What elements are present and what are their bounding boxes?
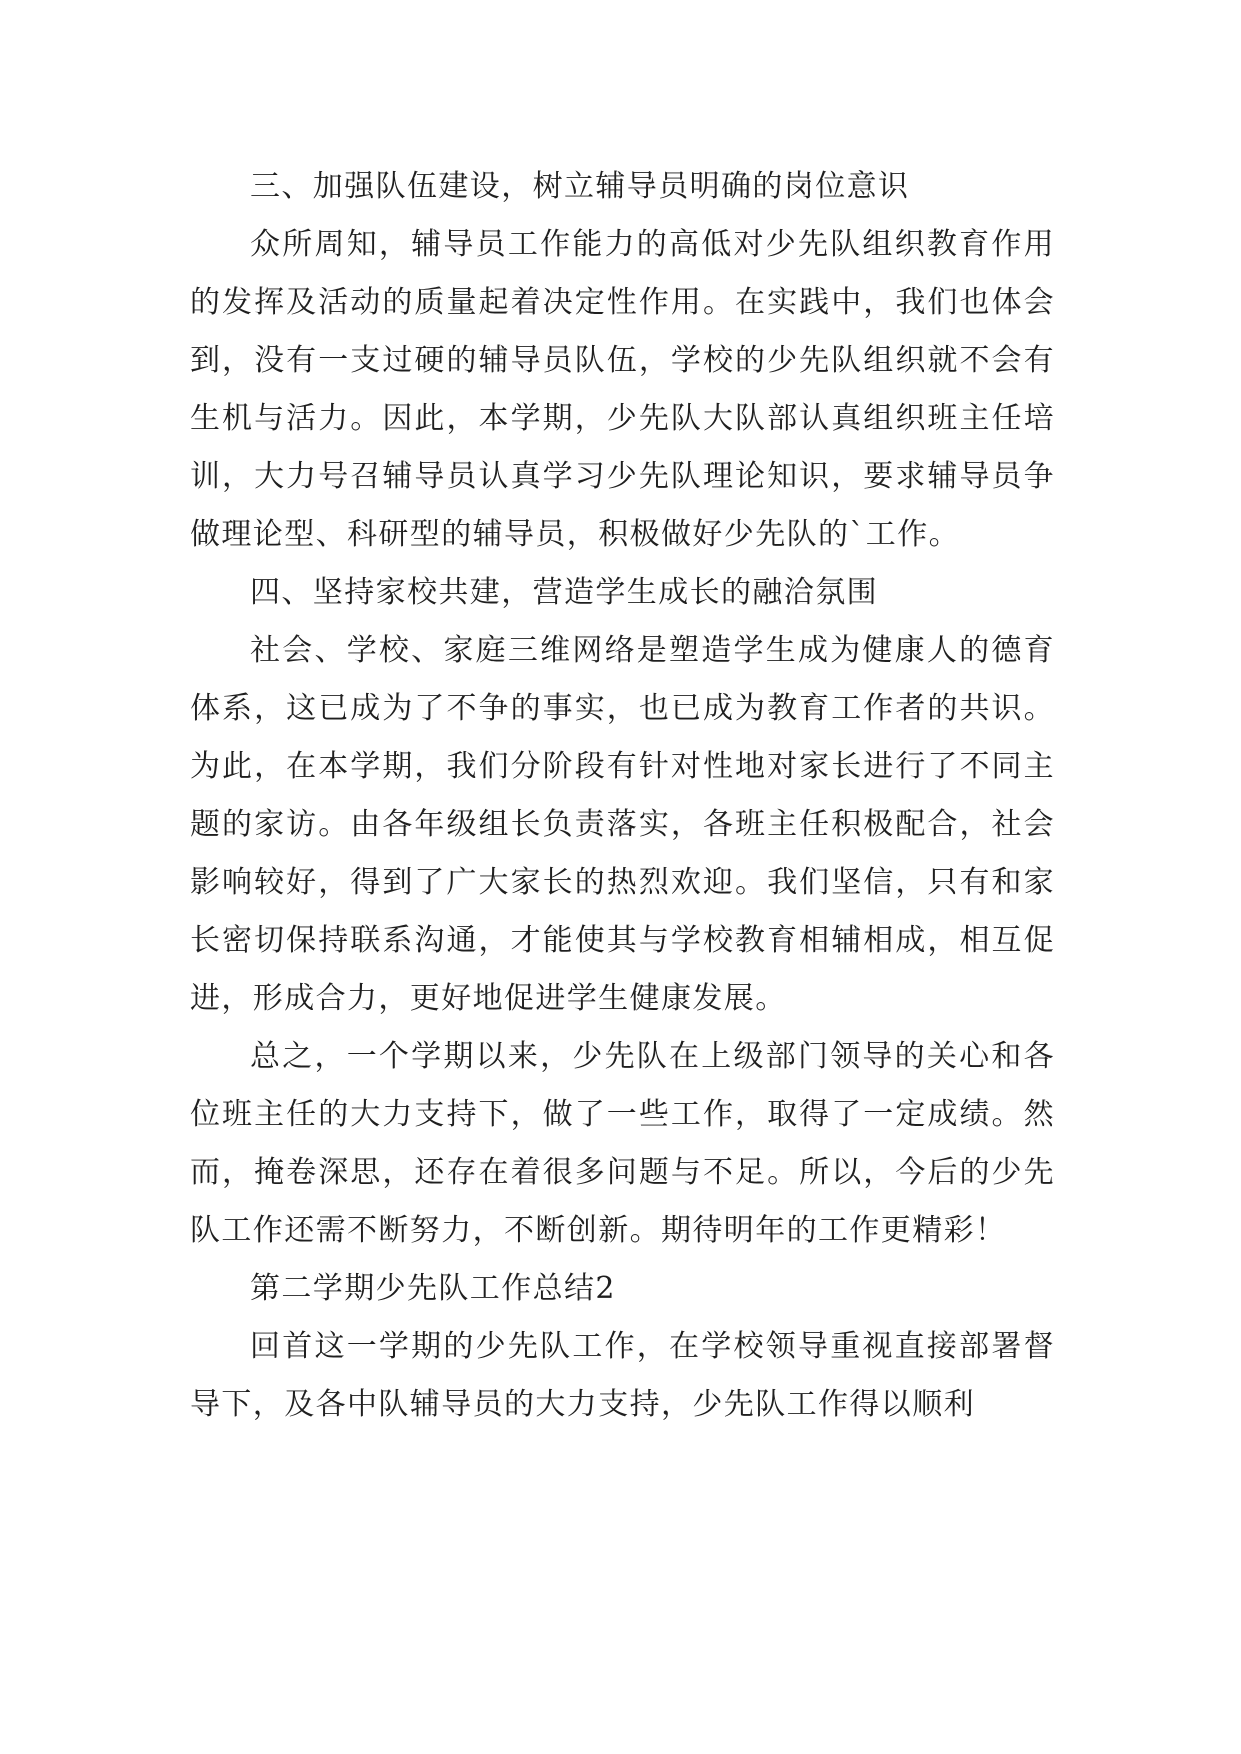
section-heading-home-school: 四、坚持家校共建，营造学生成长的融洽氛围: [250, 575, 878, 610]
paragraph-home-visits: 社会、学校、家庭三维网络是塑造学生成为健康人的德育体系，这已成为了不争的事实，也已成为教育工作者的共识。为此，在本学期，我们分阶段有针对性地对家长进行了不同主题的家访。由各年级组长负责落实，各班主任积极配合，社会影响较好，得到了广大家长的热烈欢迎。我们坚信，只有和家长密切保持联系沟通，才能使其与学校教育相辅相成，相互促进，形成合力，更好地促进学生健康发展。: [190, 633, 1055, 1016]
section-heading-team-building: 三、加强队伍建设，树立辅导员明确的岗位意识: [250, 169, 910, 204]
paragraph-counselor-training: 众所周知，辅导员工作能力的高低对少先队组织教育作用的发挥及活动的质量起着决定性作用。在实践中，我们也体会到，没有一支过硬的辅导员队伍，学校的少先队组织就不会有生机与活力。因此，本学期，少先队大队部认真组织班主任培训，大力号召辅导员认真学习少先队理论知识，要求辅导员争做理论型、科研型的辅导员，积极做好少先队的`工作。: [190, 227, 1055, 552]
document-body: [190, 158, 1055, 1434]
paragraph-review: 回首这一学期的少先队工作，在学校领导重视直接部署督导下，及各中队辅导员的大力支持，少先队工作得以顺利: [190, 1329, 1055, 1422]
document-subtitle: 第二学期少先队工作总结2: [250, 1271, 616, 1306]
paragraph-conclusion: 总之，一个学期以来，少先队在上级部门领导的关心和各位班主任的大力支持下，做了一些工作，取得了一定成绩。然而，掩卷深思，还存在着很多问题与不足。所以，今后的少先队工作还需不断努力，不断创新。期待明年的工作更精彩！: [190, 1039, 1055, 1248]
